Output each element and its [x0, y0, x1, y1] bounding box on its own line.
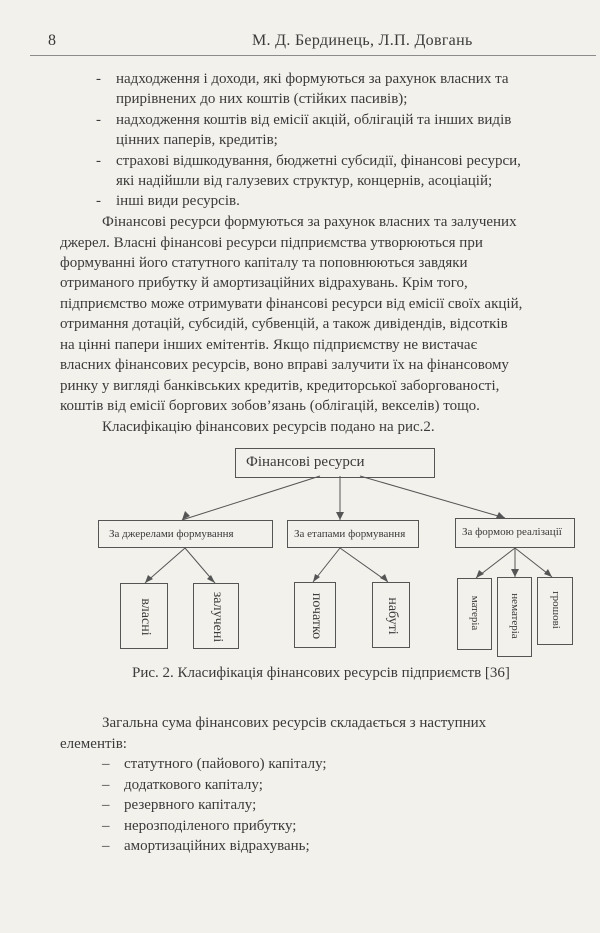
arrowhead — [145, 575, 153, 583]
diagram-root-label: Фінансові ресурси — [246, 454, 365, 470]
arrowhead — [511, 569, 519, 577]
paragraph-line: ринку у вигляді банківських кредитів, кредиторської заборгованості, — [60, 378, 500, 394]
list-item-line: надходження коштів від емісії акцій, облігацій та інших видів — [116, 112, 512, 128]
diagram-leaf-label: початко — [309, 592, 324, 640]
arrowhead — [207, 575, 215, 583]
list-dash: – — [102, 818, 110, 834]
list-item-line: які надійшли від галузевих структур, концернів, асоціацій; — [116, 173, 493, 189]
list-item-line: амортизаційних відрахувань; — [124, 838, 310, 854]
diagram-leaf-box — [372, 582, 410, 648]
list-dash: – — [102, 777, 110, 793]
diagram-leaf-label: нематеріа — [509, 593, 521, 639]
diagram-leaf-box — [120, 583, 168, 649]
arrowhead — [544, 569, 552, 577]
connector-line — [360, 476, 505, 518]
diagram-group-label: За формою реалізації — [462, 526, 562, 538]
connector-line — [340, 548, 388, 582]
list-item-line: додаткового капіталу; — [124, 777, 263, 793]
diagram-leaf-box — [497, 577, 532, 657]
list-item-line: інші види ресурсів. — [116, 193, 240, 209]
diagram-root-box — [235, 448, 435, 478]
list-item-line: резервного капіталу; — [124, 797, 257, 813]
arrowhead — [476, 570, 484, 578]
paragraph-line: підприємство може отримувати фінансові ресурси від емісії своїх акцій, — [60, 296, 523, 312]
paragraph-line: елементів: — [60, 736, 127, 752]
paragraph-line: джерел. Власні фінансові ресурси підприємства утворюються при — [60, 235, 483, 251]
paragraph-line: Загальна сума фінансових ресурсів складається з наступних — [102, 715, 487, 731]
diagram-leaf-label: залучені — [210, 591, 225, 643]
arrowhead — [380, 574, 388, 582]
diagram-leaf-label: грошові — [550, 591, 562, 629]
arrowhead — [336, 512, 344, 520]
paragraph-line: Фінансові ресурси формуються за рахунок власних та залучених — [102, 214, 517, 230]
paragraph-line: отриманого прибутку й амортизаційних відрахувань. Крім того, — [60, 275, 468, 291]
diagram-leaf-label: власні — [138, 598, 153, 636]
figure-caption: Рис. 2. Класифікація фінансових ресурсів підприємств [36] — [132, 665, 510, 681]
list-item-line: прирівнених до них коштів (стійких пасивів); — [116, 91, 408, 107]
list-item-line: нерозподіленого прибутку; — [124, 818, 297, 834]
list-item-line: цінних паперів, кредитів; — [116, 132, 278, 148]
list-item-line: статутного (пайового) капіталу; — [124, 756, 327, 772]
figure-reference-line: Класифікацію фінансових ресурсів подано на рис.2. — [102, 419, 435, 435]
page-number: 8 — [48, 32, 56, 49]
diagram-group-label: За етапами формування — [294, 528, 406, 540]
list-dash: - — [96, 112, 101, 128]
diagram-group-box-form — [455, 518, 575, 548]
paragraph-line: отримання дотацій, субсидій, субвенцій, а також дивідендів, відсотків — [60, 316, 508, 332]
paragraph-line: власних фінансових ресурсів, воно вправі залучити їх на фінансовому — [60, 357, 509, 373]
list-dash: – — [102, 756, 110, 772]
list-dash: – — [102, 797, 110, 813]
paragraph-line: на цінні папери інших емітентів. Якщо підприємству не вистачає — [60, 337, 478, 353]
list-dash: - — [96, 71, 101, 87]
paragraph-line: формуванні його статутного капіталу та поповнюються завдяки — [60, 255, 468, 271]
diagram-leaf-box — [193, 583, 239, 649]
diagram-leaf-box — [294, 582, 336, 648]
diagram-group-label: За джерелами формування — [109, 528, 234, 540]
list-item-line: надходження і доходи, які формуються за рахунок власних та — [116, 71, 509, 87]
diagram-leaf-label: набуті — [385, 597, 400, 635]
diagram-leaf-box — [537, 577, 573, 645]
diagram-leaf-label: матеріа — [469, 595, 481, 631]
list-dash: - — [96, 153, 101, 169]
running-head-authors: М. Д. Бердинець, Л.П. Довгань — [252, 32, 473, 49]
diagram-group-box-stages — [287, 520, 419, 548]
paragraph-line: коштів від емісії боргових зобов’язань (облігацій, векселів) тощо. — [60, 398, 480, 414]
connector-line — [182, 476, 320, 520]
list-dash: - — [96, 193, 101, 209]
diagram-group-box-sources — [98, 520, 273, 548]
diagram-leaf-box — [457, 578, 492, 650]
list-item-line: страхові відшкодування, бюджетні субсидії, фінансові ресурси, — [116, 153, 521, 169]
list-dash: – — [102, 838, 110, 854]
